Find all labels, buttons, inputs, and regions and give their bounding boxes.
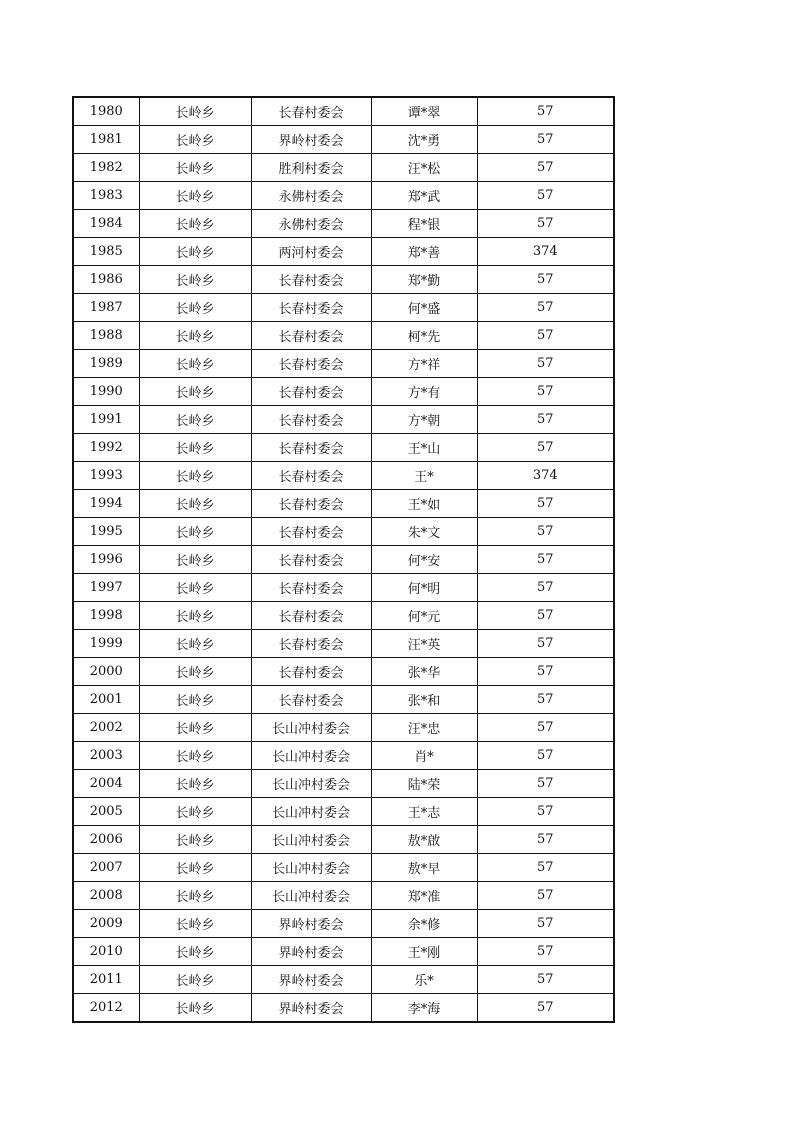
village-cell: 长春村委会 — [251, 686, 371, 714]
amount-cell: 57 — [477, 966, 614, 994]
village-cell: 长春村委会 — [251, 602, 371, 630]
table-row — [73, 294, 614, 322]
table-row — [73, 630, 614, 658]
table-row — [73, 658, 614, 686]
row-number-cell: 1996 — [73, 546, 139, 574]
row-number-cell: 1987 — [73, 294, 139, 322]
town-cell: 长岭乡 — [139, 630, 251, 658]
town-cell: 长岭乡 — [139, 322, 251, 350]
row-number-cell: 1980 — [73, 97, 139, 126]
village-cell: 长春村委会 — [251, 322, 371, 350]
amount-cell: 57 — [477, 658, 614, 686]
amount-cell: 57 — [477, 602, 614, 630]
row-number-cell: 2000 — [73, 658, 139, 686]
table-row — [73, 994, 614, 1023]
name-cell: 谭*翠 — [371, 97, 477, 126]
table-row — [73, 602, 614, 630]
row-number-cell: 1999 — [73, 630, 139, 658]
village-cell: 两河村委会 — [251, 238, 371, 266]
name-cell: 沈*勇 — [371, 126, 477, 154]
amount-cell: 57 — [477, 97, 614, 126]
row-number-cell: 1989 — [73, 350, 139, 378]
table-row — [73, 686, 614, 714]
village-cell: 胜利村委会 — [251, 154, 371, 182]
town-cell: 长岭乡 — [139, 742, 251, 770]
town-cell: 长岭乡 — [139, 994, 251, 1023]
amount-cell: 57 — [477, 630, 614, 658]
town-cell: 长岭乡 — [139, 238, 251, 266]
village-cell: 界岭村委会 — [251, 910, 371, 938]
amount-cell: 57 — [477, 294, 614, 322]
row-number-cell: 2006 — [73, 826, 139, 854]
amount-cell: 57 — [477, 154, 614, 182]
name-cell: 张*华 — [371, 658, 477, 686]
town-cell: 长岭乡 — [139, 574, 251, 602]
row-number-cell: 2003 — [73, 742, 139, 770]
name-cell: 王*如 — [371, 490, 477, 518]
name-cell: 朱*文 — [371, 518, 477, 546]
village-cell: 长春村委会 — [251, 350, 371, 378]
town-cell: 长岭乡 — [139, 378, 251, 406]
table-row — [73, 182, 614, 210]
town-cell: 长岭乡 — [139, 126, 251, 154]
village-cell: 长春村委会 — [251, 378, 371, 406]
amount-cell: 57 — [477, 826, 614, 854]
village-cell: 永佛村委会 — [251, 210, 371, 238]
row-number-cell: 2007 — [73, 854, 139, 882]
amount-cell: 57 — [477, 938, 614, 966]
table-row — [73, 882, 614, 910]
amount-cell: 57 — [477, 434, 614, 462]
row-number-cell: 1992 — [73, 434, 139, 462]
table-row — [73, 826, 614, 854]
amount-cell: 57 — [477, 994, 614, 1023]
amount-cell: 57 — [477, 854, 614, 882]
table-row — [73, 798, 614, 826]
name-cell: 张*和 — [371, 686, 477, 714]
name-cell: 乐* — [371, 966, 477, 994]
village-cell: 长春村委会 — [251, 294, 371, 322]
amount-cell: 57 — [477, 322, 614, 350]
village-cell: 长春村委会 — [251, 490, 371, 518]
row-number-cell: 1991 — [73, 406, 139, 434]
town-cell: 长岭乡 — [139, 938, 251, 966]
town-cell: 长岭乡 — [139, 182, 251, 210]
row-number-cell: 1982 — [73, 154, 139, 182]
amount-cell: 374 — [477, 238, 614, 266]
village-cell: 长春村委会 — [251, 658, 371, 686]
name-cell: 方*祥 — [371, 350, 477, 378]
name-cell: 汪*忠 — [371, 714, 477, 742]
village-cell: 长春村委会 — [251, 406, 371, 434]
row-number-cell: 2001 — [73, 686, 139, 714]
town-cell: 长岭乡 — [139, 462, 251, 490]
row-number-cell: 1995 — [73, 518, 139, 546]
name-cell: 何*元 — [371, 602, 477, 630]
town-cell: 长岭乡 — [139, 350, 251, 378]
village-cell: 长山冲村委会 — [251, 826, 371, 854]
name-cell: 肖* — [371, 742, 477, 770]
amount-cell: 57 — [477, 910, 614, 938]
table-row — [73, 154, 614, 182]
name-cell: 何*安 — [371, 546, 477, 574]
name-cell: 何*盛 — [371, 294, 477, 322]
table-row — [73, 910, 614, 938]
name-cell: 郑*勤 — [371, 266, 477, 294]
village-cell: 长春村委会 — [251, 434, 371, 462]
amount-cell: 57 — [477, 882, 614, 910]
amount-cell: 57 — [477, 686, 614, 714]
village-cell: 长春村委会 — [251, 266, 371, 294]
table-row — [73, 938, 614, 966]
town-cell: 长岭乡 — [139, 154, 251, 182]
village-cell: 永佛村委会 — [251, 182, 371, 210]
table-row — [73, 854, 614, 882]
name-cell: 程*银 — [371, 210, 477, 238]
village-cell: 长山冲村委会 — [251, 742, 371, 770]
row-number-cell: 1990 — [73, 378, 139, 406]
row-number-cell: 2008 — [73, 882, 139, 910]
amount-cell: 57 — [477, 518, 614, 546]
table-row — [73, 770, 614, 798]
amount-cell: 57 — [477, 182, 614, 210]
village-cell: 长春村委会 — [251, 546, 371, 574]
row-number-cell: 2011 — [73, 966, 139, 994]
town-cell: 长岭乡 — [139, 882, 251, 910]
village-cell: 界岭村委会 — [251, 966, 371, 994]
row-number-cell: 2002 — [73, 714, 139, 742]
village-cell: 长山冲村委会 — [251, 882, 371, 910]
name-cell: 陆*荣 — [371, 770, 477, 798]
name-cell: 柯*先 — [371, 322, 477, 350]
town-cell: 长岭乡 — [139, 490, 251, 518]
table-row — [73, 97, 614, 126]
row-number-cell: 1997 — [73, 574, 139, 602]
data-table — [72, 96, 615, 1023]
amount-cell: 57 — [477, 126, 614, 154]
row-number-cell: 2010 — [73, 938, 139, 966]
amount-cell: 57 — [477, 406, 614, 434]
table-body — [73, 97, 614, 1022]
name-cell: 何*明 — [371, 574, 477, 602]
village-cell: 长山冲村委会 — [251, 798, 371, 826]
table-row — [73, 742, 614, 770]
table-row — [73, 378, 614, 406]
village-cell: 长春村委会 — [251, 97, 371, 126]
name-cell: 李*海 — [371, 994, 477, 1023]
amount-cell: 57 — [477, 574, 614, 602]
row-number-cell: 1985 — [73, 238, 139, 266]
town-cell: 长岭乡 — [139, 546, 251, 574]
row-number-cell: 2005 — [73, 798, 139, 826]
village-cell: 长山冲村委会 — [251, 770, 371, 798]
name-cell: 王*志 — [371, 798, 477, 826]
table-row — [73, 546, 614, 574]
village-cell: 长山冲村委会 — [251, 854, 371, 882]
row-number-cell: 2004 — [73, 770, 139, 798]
name-cell: 王* — [371, 462, 477, 490]
amount-cell: 57 — [477, 350, 614, 378]
town-cell: 长岭乡 — [139, 854, 251, 882]
village-cell: 长春村委会 — [251, 462, 371, 490]
amount-cell: 57 — [477, 742, 614, 770]
name-cell: 郑*准 — [371, 882, 477, 910]
amount-cell: 57 — [477, 378, 614, 406]
town-cell: 长岭乡 — [139, 602, 251, 630]
table-row — [73, 322, 614, 350]
town-cell: 长岭乡 — [139, 266, 251, 294]
village-cell: 长春村委会 — [251, 630, 371, 658]
amount-cell: 57 — [477, 798, 614, 826]
town-cell: 长岭乡 — [139, 434, 251, 462]
name-cell: 汪*英 — [371, 630, 477, 658]
amount-cell: 57 — [477, 770, 614, 798]
amount-cell: 57 — [477, 266, 614, 294]
row-number-cell: 1983 — [73, 182, 139, 210]
name-cell: 方*有 — [371, 378, 477, 406]
amount-cell: 374 — [477, 462, 614, 490]
amount-cell: 57 — [477, 714, 614, 742]
name-cell: 方*朝 — [371, 406, 477, 434]
table-row — [73, 518, 614, 546]
town-cell: 长岭乡 — [139, 714, 251, 742]
town-cell: 长岭乡 — [139, 826, 251, 854]
village-cell: 长山冲村委会 — [251, 714, 371, 742]
town-cell: 长岭乡 — [139, 294, 251, 322]
table-row — [73, 490, 614, 518]
village-cell: 长春村委会 — [251, 574, 371, 602]
name-cell: 郑*善 — [371, 238, 477, 266]
town-cell: 长岭乡 — [139, 686, 251, 714]
table-row — [73, 714, 614, 742]
town-cell: 长岭乡 — [139, 658, 251, 686]
table-row — [73, 574, 614, 602]
amount-cell: 57 — [477, 546, 614, 574]
name-cell: 敖*啟 — [371, 826, 477, 854]
row-number-cell: 1998 — [73, 602, 139, 630]
table-row — [73, 966, 614, 994]
row-number-cell: 1986 — [73, 266, 139, 294]
town-cell: 长岭乡 — [139, 97, 251, 126]
village-cell: 界岭村委会 — [251, 994, 371, 1023]
village-cell: 界岭村委会 — [251, 126, 371, 154]
town-cell: 长岭乡 — [139, 406, 251, 434]
table-row — [73, 350, 614, 378]
table-row — [73, 126, 614, 154]
amount-cell: 57 — [477, 490, 614, 518]
table-row — [73, 238, 614, 266]
name-cell: 王*山 — [371, 434, 477, 462]
table-row — [73, 462, 614, 490]
row-number-cell: 1994 — [73, 490, 139, 518]
village-cell: 长春村委会 — [251, 518, 371, 546]
row-number-cell: 2009 — [73, 910, 139, 938]
name-cell: 郑*武 — [371, 182, 477, 210]
table-row — [73, 406, 614, 434]
village-cell: 界岭村委会 — [251, 938, 371, 966]
table-row — [73, 210, 614, 238]
table-row — [73, 434, 614, 462]
table-row — [73, 266, 614, 294]
name-cell: 敖*早 — [371, 854, 477, 882]
name-cell: 汪*松 — [371, 154, 477, 182]
town-cell: 长岭乡 — [139, 910, 251, 938]
row-number-cell: 1984 — [73, 210, 139, 238]
row-number-cell: 2012 — [73, 994, 139, 1023]
name-cell: 余*修 — [371, 910, 477, 938]
town-cell: 长岭乡 — [139, 518, 251, 546]
town-cell: 长岭乡 — [139, 966, 251, 994]
town-cell: 长岭乡 — [139, 770, 251, 798]
town-cell: 长岭乡 — [139, 798, 251, 826]
amount-cell: 57 — [477, 210, 614, 238]
town-cell: 长岭乡 — [139, 210, 251, 238]
row-number-cell: 1988 — [73, 322, 139, 350]
row-number-cell: 1993 — [73, 462, 139, 490]
row-number-cell: 1981 — [73, 126, 139, 154]
name-cell: 王*刚 — [371, 938, 477, 966]
